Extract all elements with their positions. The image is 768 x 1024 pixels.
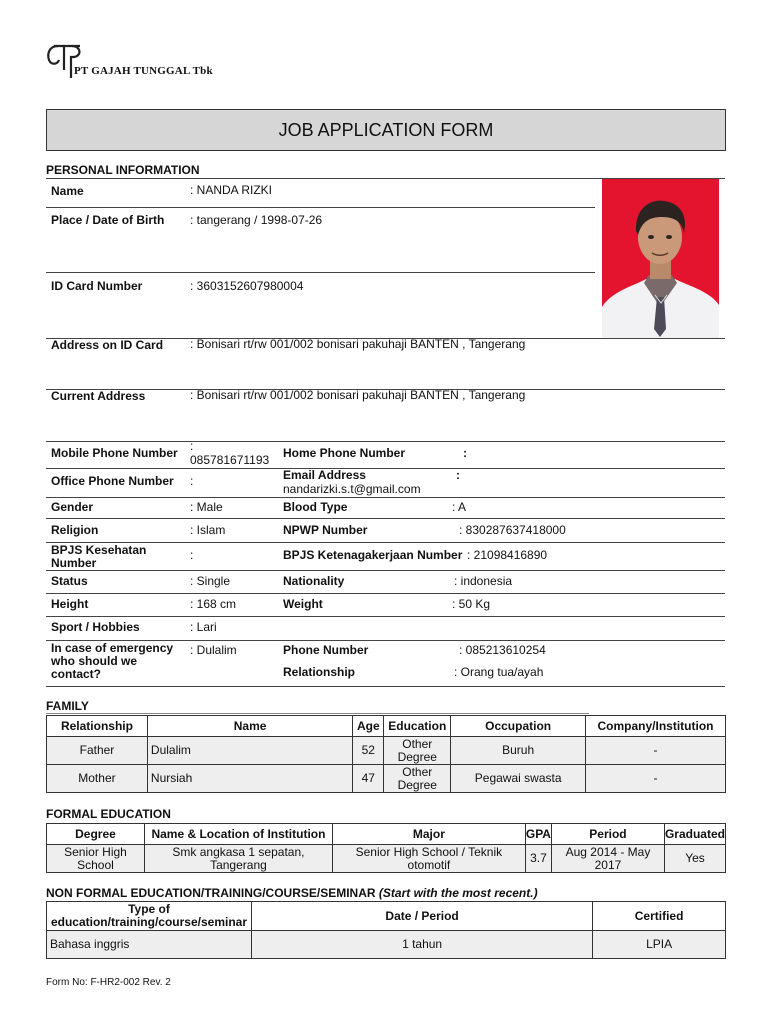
home-phone-label: Home Phone Number [283,446,406,460]
email-colon: : [456,468,460,482]
form-number: Form No: F-HR2-002 Rev. 2 [46,977,171,988]
family-occupation-cell: Pegawai swasta [451,765,586,793]
family-age-cell: 47 [353,765,384,793]
education-header-period: Period [551,824,664,845]
table-row [47,845,726,873]
nonformal-education-table [46,901,726,959]
education-header-gpa: GPA [525,824,551,845]
education-header-major: Major [332,824,525,845]
current-address-value: : Bonisari rt/rw 001/002 bonisari pakuhaji BANTEN , Tangerang [190,388,526,402]
npwp-label: NPWP Number [283,523,368,537]
family-header-company: Company/Institution [586,716,726,737]
table-row [47,765,726,793]
formal-education-heading: FORMAL EDUCATION [46,807,171,821]
family-heading: FAMILY [46,699,89,713]
mobile-phone-colon: : [190,439,194,453]
current-address-label: Current Address [51,389,146,403]
height-label: Height [51,597,89,611]
company-name: PT GAJAH TUNGGAL Tbk [74,65,213,77]
family-name-cell: Dulalim [147,737,352,765]
table-row [47,931,726,959]
birth-value: : tangerang / 1998-07-26 [190,213,323,227]
nationality-value: : indonesia [454,574,513,588]
sport-hobbies-value: : Lari [190,620,217,634]
status-label: Status [51,574,88,588]
id-card-value: : 3603152607980004 [190,279,304,293]
family-age-cell: 52 [353,737,384,765]
address-id-label: Address on ID Card [51,338,164,352]
family-name-cell: Nursiah [147,765,352,793]
company-logo [44,40,244,80]
nonformal-title: NON FORMAL EDUCATION/TRAINING/COURSE/SEMINAR [46,886,376,900]
sport-hobbies-label: Sport / Hobbies [51,620,140,634]
height-value: : 168 cm [190,597,237,611]
family-header-relationship: Relationship [47,716,148,737]
blood-type-label: Blood Type [283,500,348,514]
id-card-label: ID Card Number [51,279,143,293]
office-phone-value: : [190,474,194,488]
email-value: nandarizki.s.t@gmail.com [283,482,421,496]
education-header-institution: Name & Location of Institution [144,824,332,845]
education-major-cell: Senior High School / Teknik otomotif [332,845,525,873]
address-id-value: : Bonisari rt/rw 001/002 bonisari pakuhaji BANTEN , Tangerang [190,337,526,351]
nonformal-type-cell: Bahasa inggris [47,931,252,959]
family-header-name: Name [147,716,352,737]
name-label: Name [51,184,84,198]
mobile-phone-value: 085781671193 [190,453,270,467]
family-header-occupation: Occupation [451,716,586,737]
bpjs-kesehatan-value: : [190,548,194,562]
personal-info-heading: PERSONAL INFORMATION [46,163,200,177]
family-relationship-cell: Father [47,737,148,765]
bpjs-ketenagakerjaan-value: : 21098416890 [467,548,548,562]
phone-number-label: Phone Number [283,643,369,657]
religion-label: Religion [51,523,99,537]
nonformal-certified-cell: LPIA [593,931,726,959]
home-phone-value: : [463,446,467,460]
relationship-value: : Orang tua/ayah [454,665,544,679]
nonformal-education-heading [46,886,538,900]
phone-number-value: : 085213610254 [459,643,546,657]
family-table [46,715,726,793]
education-degree-cell: Senior High School [47,845,145,873]
form-title: JOB APPLICATION FORM [46,109,726,151]
status-value: : Single [190,574,231,588]
npwp-value: : 830287637418000 [459,523,566,537]
weight-value: : 50 Kg [452,597,491,611]
office-phone-label: Office Phone Number [51,474,174,488]
nonformal-header-type: Type of education/training/course/seminar [47,902,252,931]
weight-label: Weight [283,597,323,611]
gender-value: : Male [190,500,223,514]
family-header-age: Age [353,716,384,737]
family-relationship-cell: Mother [47,765,148,793]
mobile-phone-label: Mobile Phone Number [51,446,178,460]
emergency-contact-label: In case of emergency who should we contact? [51,641,174,681]
education-period-cell: Aug 2014 - May 2017 [551,845,664,873]
education-graduated-cell: Yes [664,845,725,873]
applicant-photo [602,179,719,338]
family-occupation-cell: Buruh [451,737,586,765]
nonformal-header-date: Date / Period [251,902,592,931]
religion-value: : Islam [190,523,226,537]
education-header-graduated: Graduated [664,824,725,845]
family-company-cell: - [586,737,726,765]
nonformal-note: (Start with the most recent.) [378,886,538,900]
family-education-cell: Other Degree [384,765,451,793]
nationality-label: Nationality [283,574,345,588]
bpjs-ketenagakerjaan-label: BPJS Ketenagakerjaan Number [283,548,463,562]
nonformal-date-cell: 1 tahun [251,931,592,959]
emergency-contact-value: : Dulalim [190,643,237,657]
birth-label: Place / Date of Birth [51,213,165,227]
education-institution-cell: Smk angkasa 1 sepatan, Tangerang [144,845,332,873]
family-header-education: Education [384,716,451,737]
table-row [47,737,726,765]
education-gpa-cell: 3.7 [525,845,551,873]
name-value: : NANDA RIZKI [190,183,273,197]
education-header-degree: Degree [47,824,145,845]
formal-education-table [46,823,726,873]
gender-label: Gender [51,500,94,514]
blood-type-value: : A [452,500,467,514]
family-company-cell: - [586,765,726,793]
bpjs-kesehatan-label: BPJS Kesehatan Number [51,543,147,570]
nonformal-header-certified: Certified [593,902,726,931]
relationship-label: Relationship [283,665,356,679]
email-label: Email Address [283,468,366,482]
family-education-cell: Other Degree [384,737,451,765]
